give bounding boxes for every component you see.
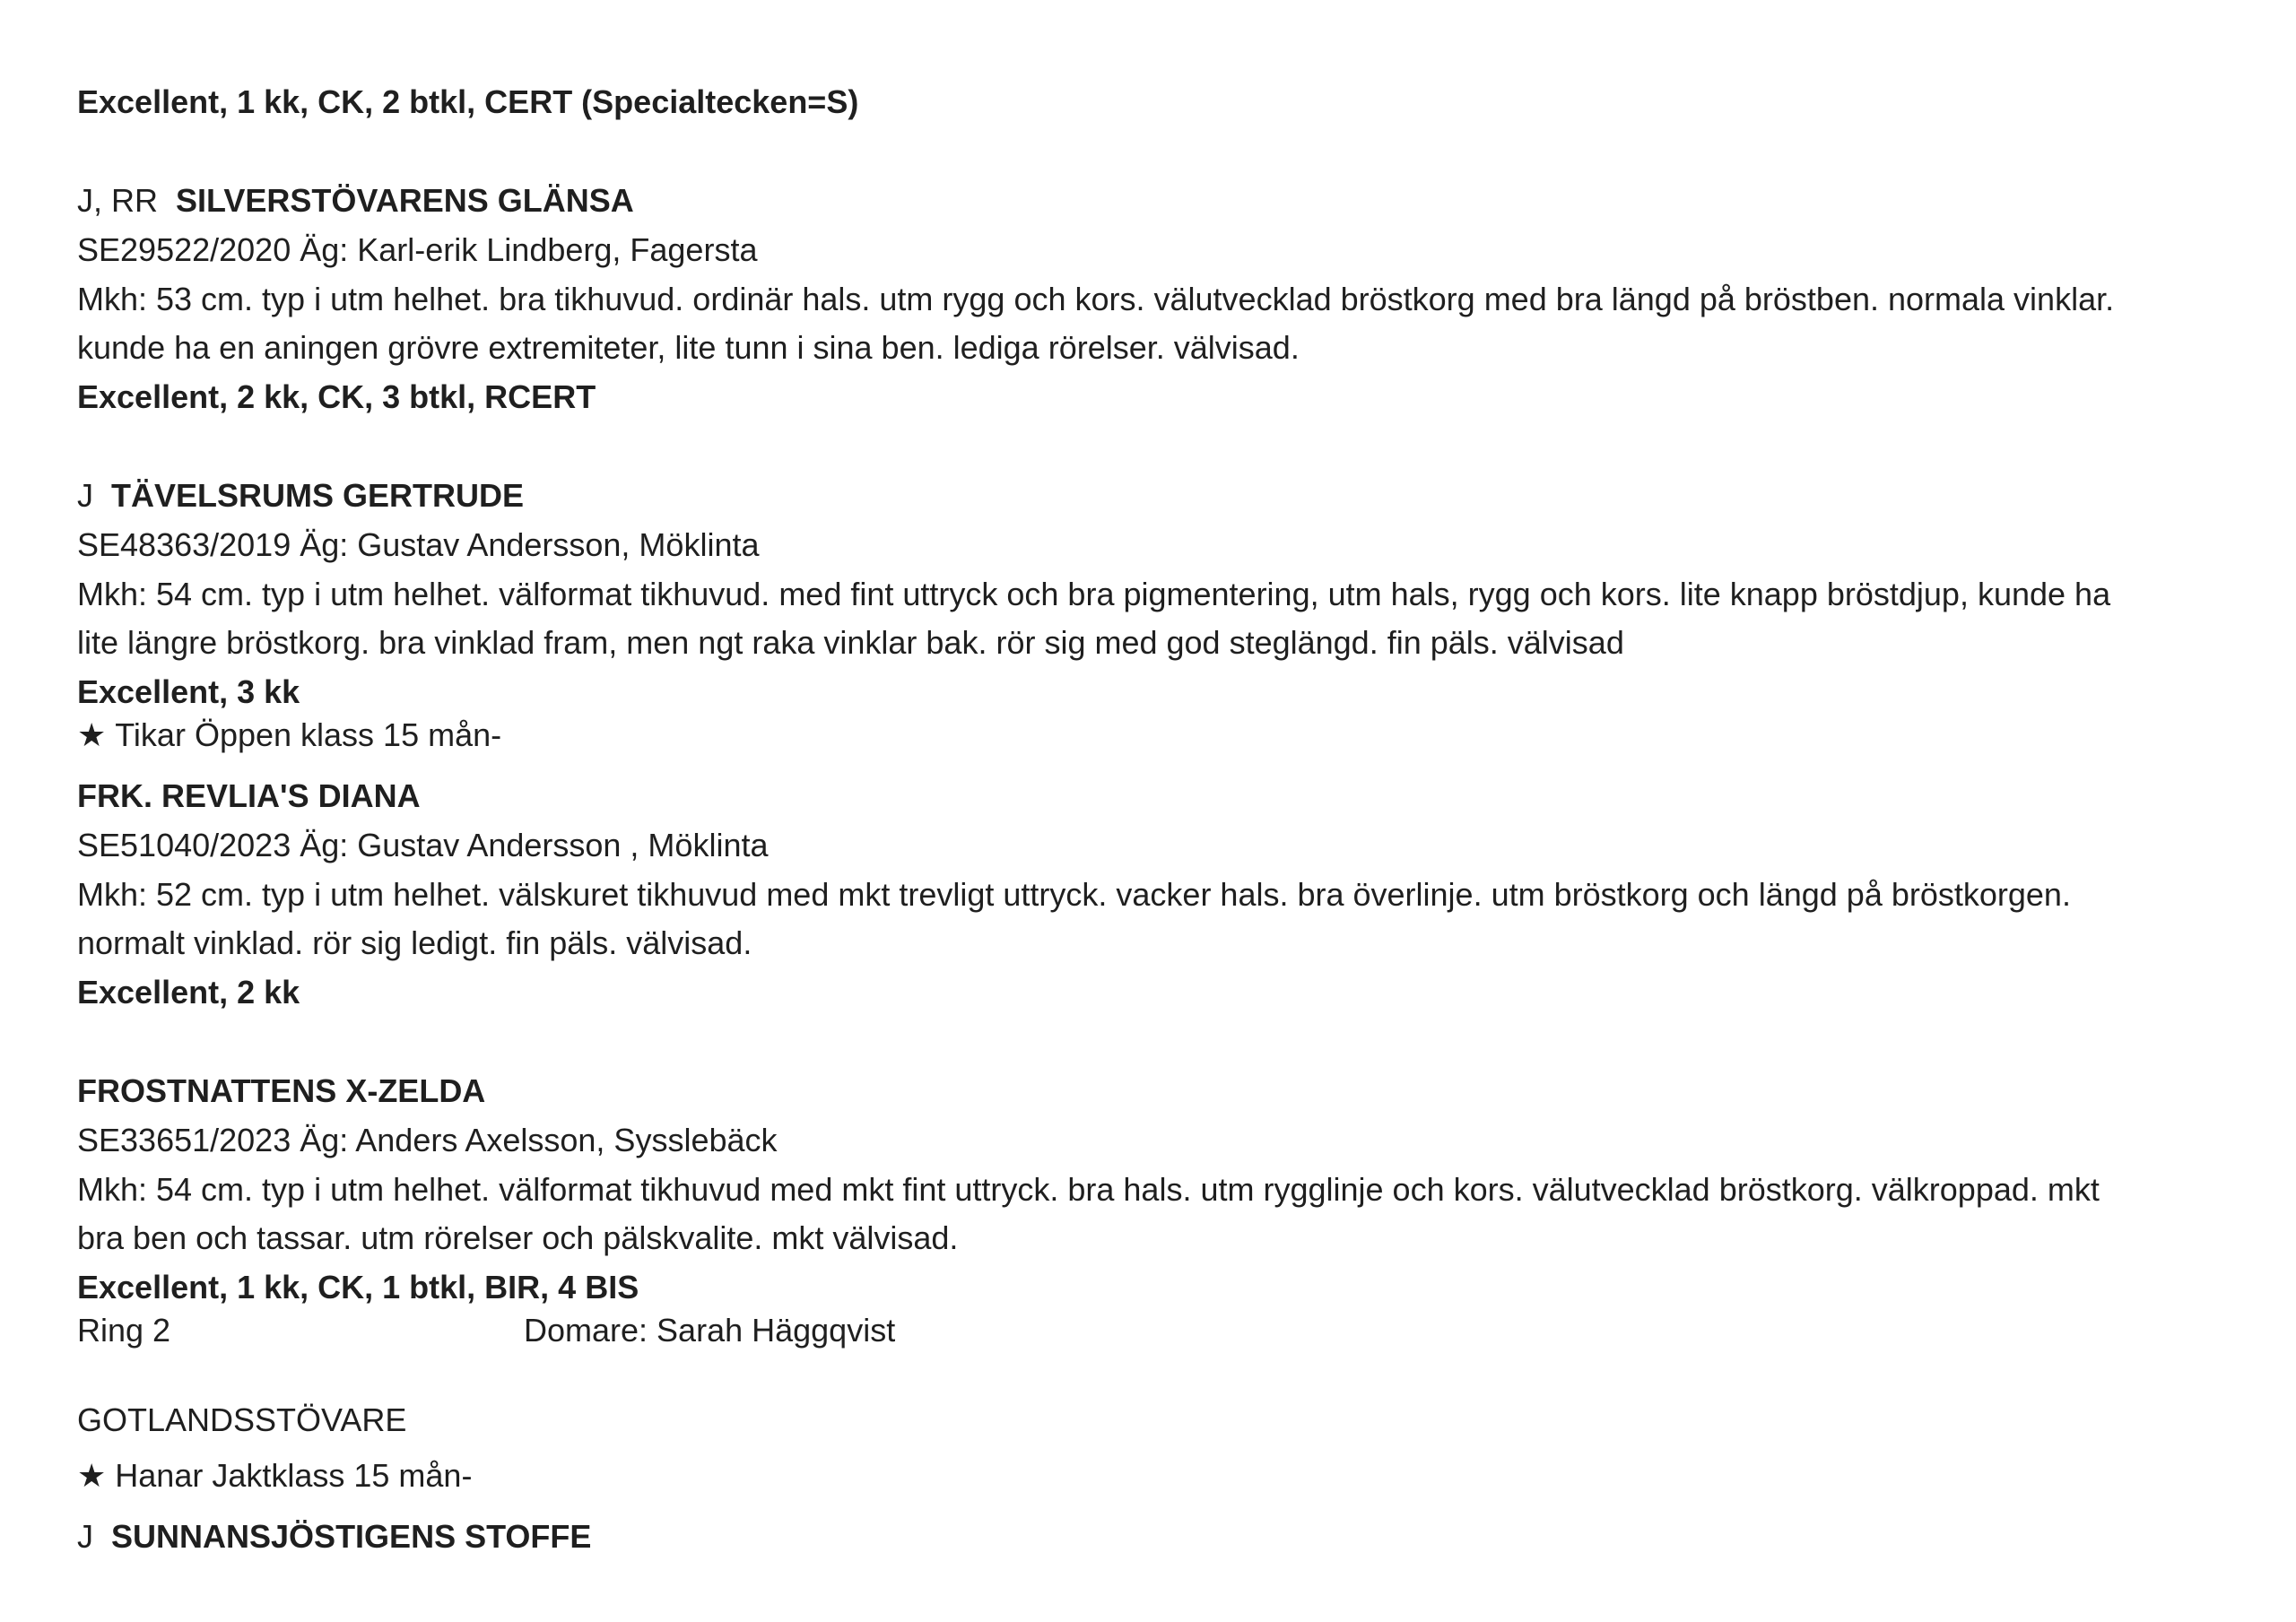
dog-result: Excellent, 3 kk [77,673,300,710]
class-label: Hanar Jaktklass 15 mån- [115,1457,473,1494]
entry-result: Excellent, 1 kk, CK, 2 btkl, CERT (Specialtecken=S) [77,83,859,120]
star-icon: ★ [77,716,107,753]
dog-result: Excellent, 1 kk, CK, 1 btkl, BIR, 4 BIS [77,1269,639,1305]
dog-name: TÄVELSRUMS GERTRUDE [111,477,525,514]
dog-registration-owner: SE29522/2020 Äg: Karl-erik Lindberg, Fagersta [77,231,758,268]
dog-header [77,1517,591,1557]
dog-result: Excellent, 2 kk, CK, 3 btkl, RCERT [77,378,596,415]
dog-critique-line: kunde ha en aningen grövre extremiteter, lite tunn i sina ben. lediga rörelser. välvisad. [77,329,1300,366]
dog-registration-owner: SE51040/2023 Äg: Gustav Andersson , Möklinta [77,827,769,863]
class-label: Tikar Öppen klass 15 mån- [115,716,502,753]
dog-critique-line: Mkh: 54 cm. typ i utm helhet. välformat tikhuvud. med fint uttryck och bra pigmentering, utm hals, rygg och kors. lite knapp bröstdjup, kunde ha [77,576,2111,612]
dog-critique-line: Mkh: 54 cm. typ i utm helhet. välformat tikhuvud med mkt fint uttryck. bra hals. utm rygglinje och kors. välutvecklad bröstkorg. välkroppad. mkt [77,1171,2100,1208]
star-icon: ★ [77,1457,107,1494]
class-heading [77,716,501,755]
class-heading [77,1456,472,1496]
dog-header [77,476,524,516]
ring-row [77,1311,896,1350]
dog-critique-line: Mkh: 53 cm. typ i utm helhet. bra tikhuvud. ordinär hals. utm rygg och kors. välutvecklad bröstkorg med bra längd på bröstben. normala vinklar. [77,281,2115,317]
dog-name: FROSTNATTENS X-ZELDA [77,1072,486,1109]
dog-registration-owner: SE48363/2019 Äg: Gustav Andersson, Möklinta [77,526,760,563]
dog-critique-line: normalt vinklad. rör sig ledigt. fin päls. välvisad. [77,924,752,961]
dog-name: SUNNANSJÖSTIGENS STOFFE [111,1518,592,1555]
dog-critique-line: bra ben och tassar. utm rörelser och pälskvalite. mkt välvisad. [77,1219,959,1256]
dog-prefix: J, RR [77,182,158,219]
dog-name: FRK. REVLIA'S DIANA [77,777,421,814]
breed-heading: GOTLANDSSTÖVARE [77,1401,407,1438]
dog-prefix: J [77,1518,93,1555]
dog-critique-line: lite längre bröstkorg. bra vinklad fram, men ngt raka vinklar bak. rör sig med god steglängd. fin päls. välvisad [77,624,1624,661]
dog-name: SILVERSTÖVARENS GLÄNSA [176,182,634,219]
judge-label: Domare: Sarah Häggqvist [524,1312,896,1349]
dog-prefix: J [77,477,93,514]
dog-result: Excellent, 2 kk [77,974,300,1010]
dog-header [77,181,634,221]
dog-critique-line: Mkh: 52 cm. typ i utm helhet. välskuret tikhuvud med mkt trevligt uttryck. vacker hals. bra överlinje. utm bröstkorg och längd på bröstkorgen. [77,876,2071,913]
dog-registration-owner: SE33651/2023 Äg: Anders Axelsson, Sysslebäck [77,1122,778,1158]
ring-label: Ring 2 [77,1312,171,1349]
